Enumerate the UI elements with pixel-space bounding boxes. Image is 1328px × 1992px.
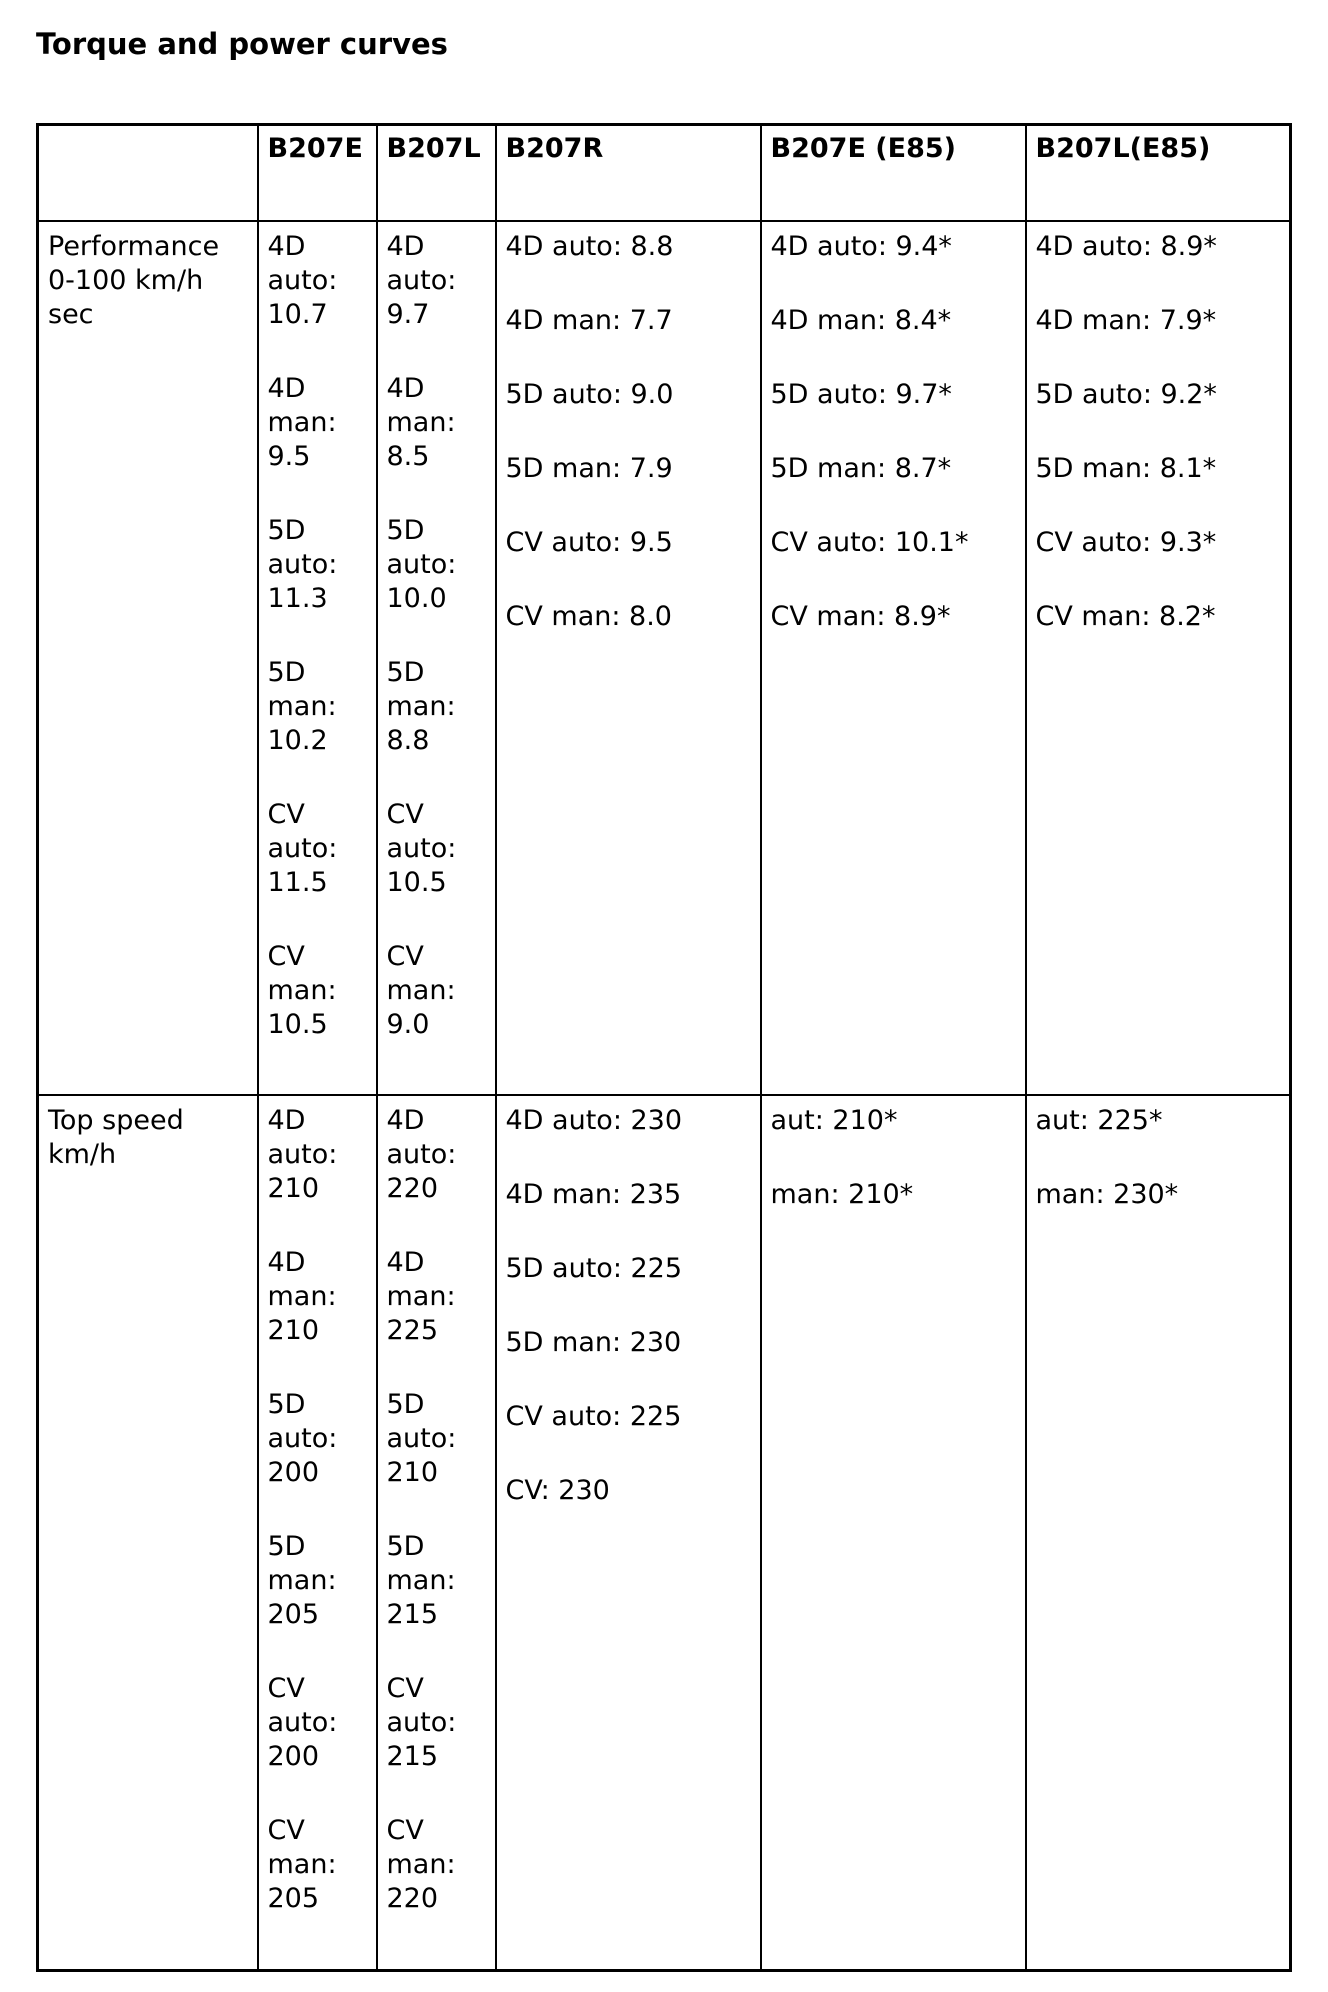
cell-entry: CV man: 205 [267,1814,337,1914]
cell-entry: CV man: 10.5 [267,940,337,1040]
cell-entry: CV man: 8.2* [1035,600,1216,632]
cell-entry: 4D auto: 230 [505,1104,683,1136]
cell-entry: 4D auto: 8.8 [505,230,674,262]
cell-entry: CV auto: 10.1* [770,526,969,558]
cell-entry: 5D man: 230 [505,1326,682,1358]
cell-entry: man: 230* [1035,1178,1179,1210]
cell-entry: 4D man: 7.9* [1035,304,1217,336]
row-label: Performance 0-100 km/h sec [38,221,258,1095]
table-cell [377,221,496,1095]
cell-entry: 5D man: 205 [267,1530,337,1630]
cell-entry: 5D man: 10.2 [267,656,337,756]
table-cell [377,1095,496,1971]
cell-entry: 4D auto: 210 [267,1104,338,1204]
cell-entry: CV man: 9.0 [386,940,456,1040]
cell-entry: 4D auto: 220 [386,1104,457,1204]
cell-entry: 4D auto: 9.4* [770,230,952,262]
table-cell [496,221,761,1095]
cell-entry: 5D auto: 210 [386,1388,457,1488]
specifications-table [36,123,1292,1972]
cell-entry: CV auto: 10.5 [386,798,457,898]
cell-entry: 4D man: 235 [505,1178,682,1210]
cell-entry: 4D auto: 10.7 [267,230,338,330]
row-label: Top speed km/h [38,1095,258,1971]
cell-entry: CV man: 8.0 [505,600,672,632]
column-header: B207R [496,125,761,221]
table-cell [258,1095,377,1971]
table-cell [496,1095,761,1971]
cell-entry: 5D man: 8.7* [770,452,952,484]
cell-entry: 5D auto: 10.0 [386,514,457,614]
cell-entry: 5D auto: 200 [267,1388,338,1488]
cell-entry: 4D auto: 8.9* [1035,230,1217,262]
cell-entry: 5D auto: 225 [505,1252,683,1284]
cell-entry: 5D man: 215 [386,1530,456,1630]
cell-entry: CV auto: 200 [267,1672,338,1772]
cell-entry: 5D auto: 9.0 [505,378,674,410]
cell-entry: 4D man: 7.7 [505,304,673,336]
header-corner-cell [38,125,258,221]
cell-entry: CV: 230 [505,1474,610,1506]
cell-entry: 5D auto: 9.7* [770,378,952,410]
cell-entry: CV man: 8.9* [770,600,951,632]
cell-entry: aut: 225* [1035,1104,1163,1136]
cell-entry: 4D auto: 9.7 [386,230,457,330]
table-cell [761,1095,1026,1971]
cell-entry: 4D man: 9.5 [267,372,337,472]
cell-entry: 4D man: 8.4* [770,304,952,336]
cell-entry: 4D man: 8.5 [386,372,456,472]
cell-entry: CV auto: 9.5 [505,526,673,558]
cell-entry: CV auto: 215 [386,1672,457,1772]
column-header: B207E (E85) [761,125,1026,221]
table-cell [258,221,377,1095]
table-row [38,221,1291,1095]
table-cell [761,221,1026,1095]
column-header: B207E [258,125,377,221]
cell-entry: CV auto: 9.3* [1035,526,1217,558]
cell-entry: 5D auto: 11.3 [267,514,338,614]
table-header-row [38,125,1291,221]
cell-entry: CV auto: 11.5 [267,798,338,898]
table-cell [1026,1095,1291,1971]
cell-entry: 4D man: 225 [386,1246,456,1346]
cell-entry: 5D man: 7.9 [505,452,673,484]
table-cell [1026,221,1291,1095]
cell-entry: CV auto: 225 [505,1400,682,1432]
cell-entry: 4D man: 210 [267,1246,337,1346]
column-header: B207L(E85) [1026,125,1291,221]
table-row [38,1095,1291,1971]
cell-entry: 5D auto: 9.2* [1035,378,1217,410]
page-title: Torque and power curves [36,27,448,61]
cell-entry: 5D man: 8.1* [1035,452,1217,484]
cell-entry: CV man: 220 [386,1814,456,1914]
cell-entry: aut: 210* [770,1104,898,1136]
cell-entry: man: 210* [770,1178,914,1210]
cell-entry: 5D man: 8.8 [386,656,456,756]
column-header: B207L [377,125,496,221]
